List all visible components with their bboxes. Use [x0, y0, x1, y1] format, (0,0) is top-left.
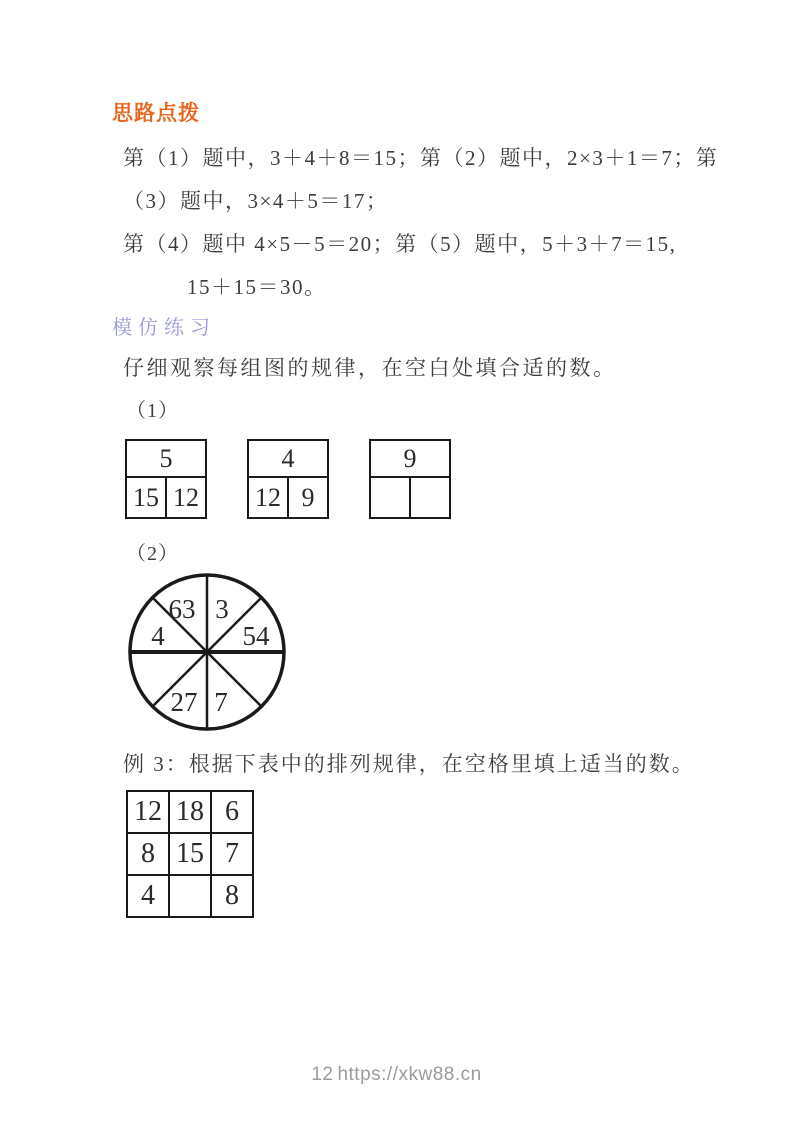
sector-value-right-upper: 54 [242, 621, 270, 651]
solution-paragraph [123, 137, 719, 309]
grid-table-row-1 [127, 791, 253, 833]
sector-value-left-upper: 4 [151, 621, 165, 651]
split-tables-row [125, 439, 451, 519]
example3-text: 例 3：根据下表中的排列规律，在空格里填上适当的数。 [123, 752, 695, 776]
split-table-2 [247, 439, 329, 519]
grid-cell-r1c1: 12 [127, 791, 169, 833]
split-table-1 [125, 439, 207, 519]
solution-line-4: 15＋15＝30。 [187, 275, 327, 299]
page-footer [0, 1064, 793, 1086]
item2-label: （2） [126, 543, 179, 565]
section-heading-tips: 思路点拨 [112, 102, 200, 125]
split-table-1-bottom-row [127, 478, 205, 517]
sector-value-top-left: 63 [168, 594, 196, 624]
grid-table-row-3 [127, 875, 253, 917]
split-table-2-bottom-left-cell: 12 [249, 478, 289, 517]
footer-page-number: 12 [311, 1064, 334, 1085]
split-table-1-bottom-left-cell: 15 [127, 478, 167, 517]
practice-instruction: 仔细观察每组图的规律，在空白处填合适的数。 [123, 356, 617, 380]
grid-cell-r2c2: 15 [169, 833, 211, 875]
split-table-3-bottom-row [371, 478, 449, 517]
footer-url: https://xkw88.cn [337, 1064, 482, 1085]
grid-cell-r1c3: 6 [211, 791, 253, 833]
split-table-2-bottom-right-cell: 9 [301, 482, 315, 512]
grid-cell-r3c2 [169, 875, 211, 917]
solution-line-3: 第（4）题中 4×5－5＝20；第（5）题中，5＋3＋7＝15, [123, 232, 677, 256]
circle-diagram [126, 571, 288, 733]
split-table-3-bottom-right-cell [411, 478, 449, 517]
grid-table [126, 790, 254, 918]
split-table-2-bottom-row [249, 478, 327, 517]
section-heading-practice: 模仿练习 [112, 317, 216, 339]
split-table-1-bottom-right-cell: 12 [173, 482, 199, 512]
sector-value-bottom-right: 7 [214, 687, 228, 717]
grid-cell-r3c1: 4 [127, 875, 169, 917]
grid-cell-r3c3: 8 [211, 875, 253, 917]
grid-table-row-2 [127, 833, 253, 875]
split-table-3 [369, 439, 451, 519]
split-table-2-top-cell: 4 [249, 441, 327, 478]
grid-cell-r2c1: 8 [127, 833, 169, 875]
solution-line-1: 第（1）题中，3＋4＋8＝15；第（2）题中，2×3＋1＝7；第 [123, 146, 719, 170]
split-table-3-top-cell: 9 [371, 441, 449, 478]
split-table-3-bottom-left-cell [371, 478, 411, 517]
grid-cell-r1c2: 18 [169, 791, 211, 833]
item1-label: （1） [126, 400, 179, 422]
sector-value-bottom-left: 27 [170, 687, 198, 717]
sector-value-top-right: 3 [215, 594, 229, 624]
solution-line-2: （3）题中，3×4＋5＝17； [123, 189, 389, 213]
split-table-1-top-cell: 5 [127, 441, 205, 478]
grid-cell-r2c3: 7 [211, 833, 253, 875]
